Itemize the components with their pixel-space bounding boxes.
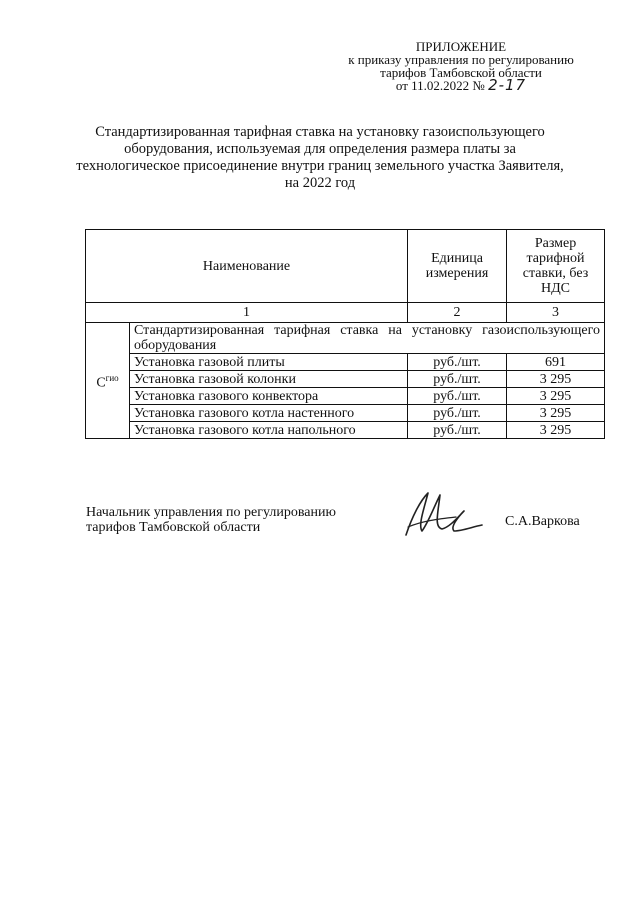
- table-header-row: [86, 230, 605, 303]
- rate-code-base: С: [96, 375, 106, 391]
- signer-name: С.А.Варкова: [505, 514, 580, 529]
- appendix-date-line: [330, 76, 592, 94]
- row-unit: руб./шт.: [408, 388, 507, 405]
- row-name: Установка газового котла напольного: [130, 422, 408, 439]
- title-line4: на 2022 год: [284, 175, 356, 191]
- row-name: Установка газовой колонки: [130, 371, 408, 388]
- column-number: 1: [86, 303, 408, 323]
- title-line1: Стандартизированная тарифная ставка на установку газоиспользующего: [95, 124, 545, 140]
- tariff-table: [85, 229, 605, 439]
- row-unit: руб./шт.: [408, 422, 507, 439]
- row-name: Установка газового конвектора: [130, 388, 408, 405]
- position-line2: тарифов Тамбовской области: [86, 520, 261, 535]
- row-value: 3 295: [507, 422, 605, 439]
- table-row: [86, 371, 605, 388]
- header-unit: Единица измерения: [408, 230, 507, 303]
- header-rate: Размер тарифной ставки, без НДС: [507, 230, 605, 303]
- appendix-label: ПРИЛОЖЕНИЕ: [415, 39, 507, 54]
- appendix-date: от 11.02.2022 №: [395, 78, 485, 93]
- rate-code: [86, 323, 130, 439]
- column-number-row: [86, 303, 605, 323]
- appendix-line2: тарифов Тамбовской области: [380, 65, 542, 80]
- appendix-number: 2-17: [488, 76, 527, 94]
- handwritten-signature-icon: [398, 487, 488, 542]
- title-line2: оборудования, используемая для определения размера платы за: [124, 141, 516, 157]
- header-name: Наименование: [86, 230, 408, 303]
- row-name: Установка газовой плиты: [130, 354, 408, 371]
- row-unit: руб./шт.: [408, 371, 507, 388]
- row-value: 3 295: [507, 388, 605, 405]
- table-row: [86, 388, 605, 405]
- column-number: 3: [507, 303, 605, 323]
- table-row: [86, 354, 605, 371]
- document-title: [60, 124, 580, 192]
- appendix-line1: к приказу управления по регулированию: [348, 52, 574, 67]
- row-value: 691: [507, 354, 605, 371]
- rate-code-sup: гио: [105, 372, 119, 383]
- table-row: [86, 405, 605, 422]
- title-line3: технологическое присоединение внутри границ земельного участка Заявителя,: [76, 158, 564, 174]
- row-name: Установка газового котла настенного: [130, 405, 408, 422]
- row-value: 3 295: [507, 405, 605, 422]
- position-line1: Начальник управления по регулированию: [86, 505, 336, 520]
- row-unit: руб./шт.: [408, 354, 507, 371]
- group-label: Стандартизированная тарифная ставка на установку газоиспользующего оборудования: [130, 323, 605, 354]
- row-value: 3 295: [507, 371, 605, 388]
- group-row: [86, 323, 605, 354]
- appendix-block: [330, 40, 592, 92]
- table-row: [86, 422, 605, 439]
- row-unit: руб./шт.: [408, 405, 507, 422]
- signatory-position: [86, 505, 336, 535]
- column-number: 2: [408, 303, 507, 323]
